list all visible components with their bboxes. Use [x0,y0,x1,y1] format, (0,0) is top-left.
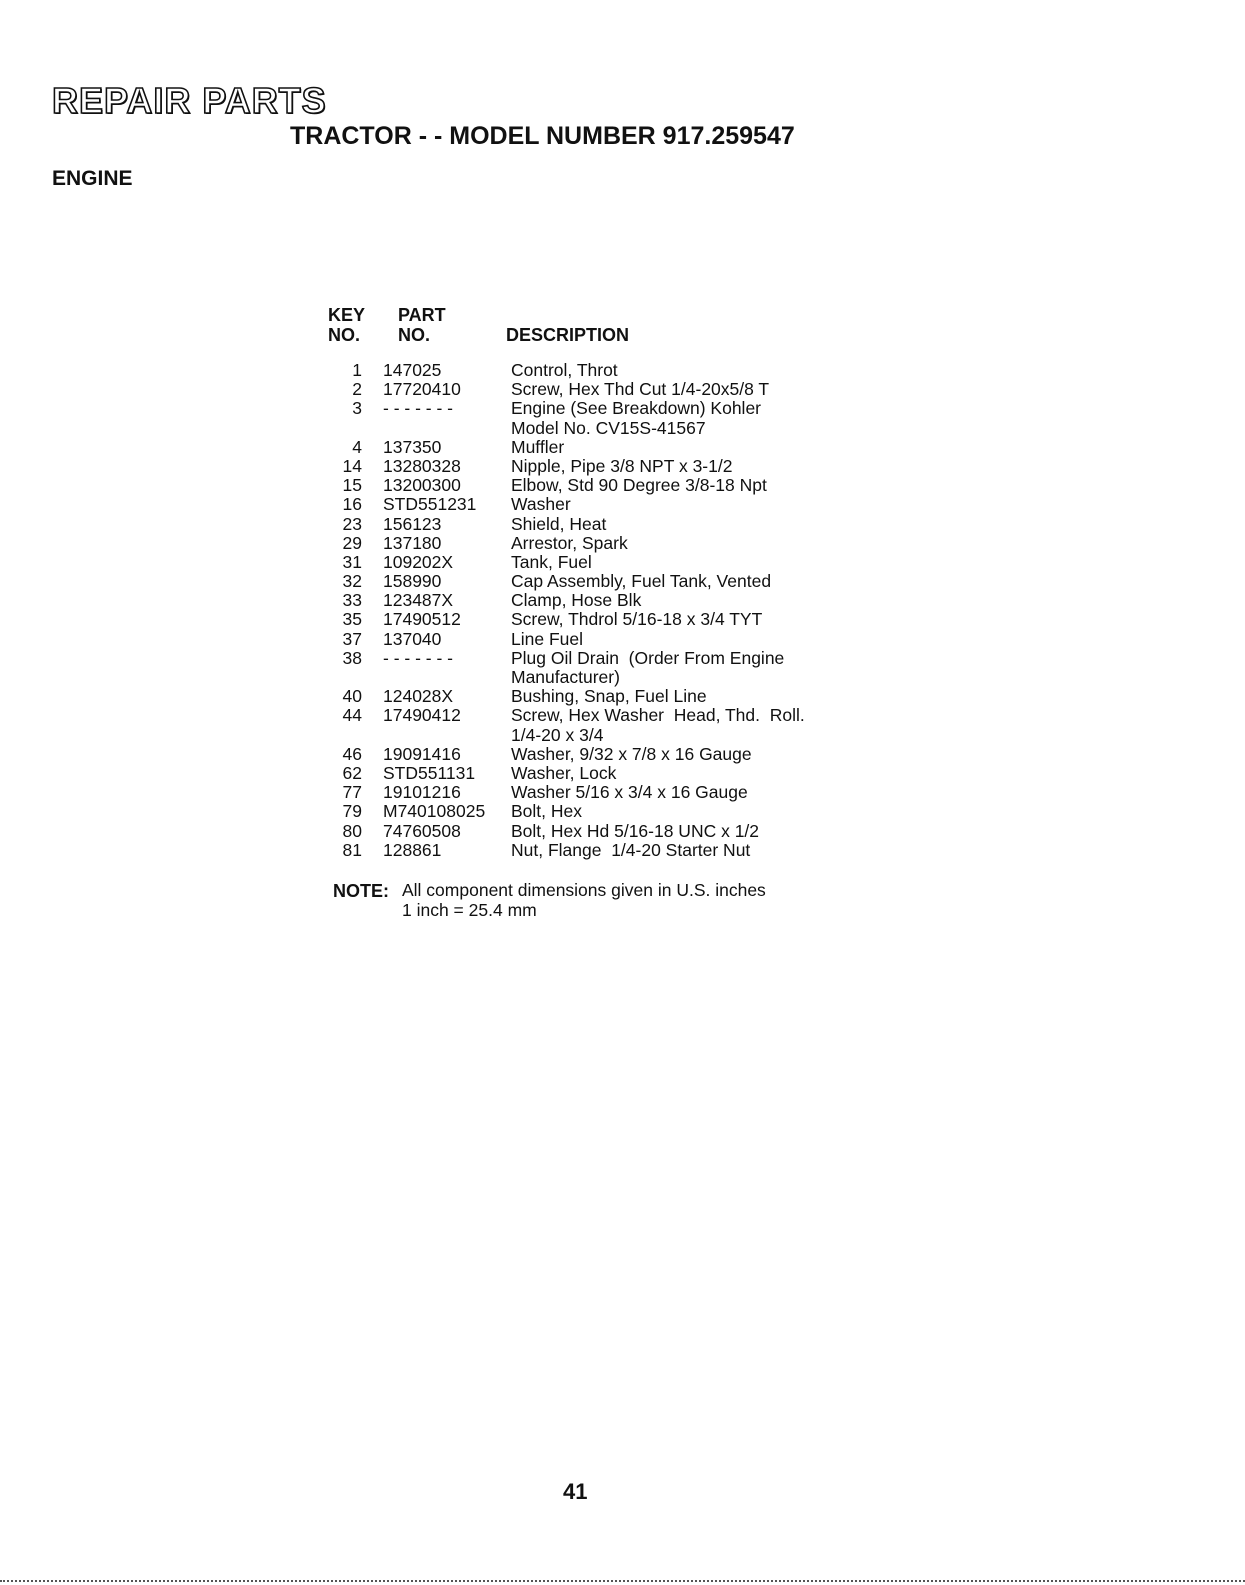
section-title: ENGINE [52,167,133,190]
part-description: Engine (See Breakdown) Kohler Model No. CV15S-41567 [511,398,762,438]
description-header: DESCRIPTION [506,325,630,345]
key-number: 1 [352,360,362,380]
key-number: 2 [352,379,362,400]
part-description: Bolt, Hex Hd 5/16-18 UNC x 1/2 [511,820,760,841]
key-number: 37 [342,628,362,649]
part-number: - - - - - - - [383,647,453,668]
part-description: Arrestor, Spark [511,532,628,553]
part-number: 137350 [383,436,442,457]
part-number: 74760508 [383,820,461,841]
part-description: Cap Assembly, Fuel Tank, Vented [511,571,772,592]
table-row [0,457,1245,476]
table-row [0,706,1245,744]
key-header-line2: NO. [328,325,361,345]
part-description: Clamp, Hose Blk [511,590,642,611]
table-row [0,534,1245,553]
part-description: Tank, Fuel [511,551,592,572]
part-description: Nipple, Pipe 3/8 NPT x 3-1/2 [511,455,733,476]
table-row [0,380,1245,399]
page-number: 41 [563,1479,588,1504]
key-number: 33 [342,590,362,611]
part-description: Screw, Hex Thd Cut 1/4-20x5/8 T [511,379,770,400]
part-number: 17720410 [383,379,461,400]
part-number: 13280328 [383,455,461,476]
key-number: 3 [352,398,362,419]
part-number: 17490412 [383,705,461,726]
key-number: 31 [342,551,362,572]
table-row [0,610,1245,629]
part-description: Screw, Hex Washer Head, Thd. Roll. 1/4-20 x 3/4 [511,705,805,745]
key-number: 46 [342,743,362,764]
key-number: 79 [342,801,362,822]
part-number: 158990 [383,571,442,592]
table-row [0,438,1245,457]
table-row [0,745,1245,764]
key-number: 4 [352,436,362,457]
key-number: 40 [342,686,362,707]
part-description: Bolt, Hex [511,801,582,822]
part-description: Muffler [511,436,565,457]
part-number: 19101216 [383,782,461,803]
part-number: 109202X [383,551,454,572]
part-description: Washer [511,494,571,515]
key-number: 44 [342,705,362,726]
part-number: 156123 [383,513,442,534]
part-description: Elbow, Std 90 Degree 3/8-18 Npt [511,475,767,496]
part-description: Line Fuel [511,628,583,649]
note-text: All component dimensions given in U.S. inches 1 inch = 25.4 mm [402,880,766,920]
part-number: 137180 [383,532,442,553]
table-row [0,802,1245,821]
table-row [0,630,1245,649]
key-number: 38 [342,647,362,668]
table-row [0,764,1245,783]
part-number: 17490512 [383,609,461,630]
table-row [0,515,1245,534]
part-number: M740108025 [383,801,486,822]
table-row [0,841,1245,860]
part-header-line2: NO. [398,325,431,345]
key-number: 23 [342,513,362,534]
key-number: 77 [342,782,362,803]
part-number: 123487X [383,590,454,611]
part-description: Plug Oil Drain (Order From Engine Manufacturer) [511,647,785,688]
part-description: Control, Throt [511,360,618,380]
key-number: 14 [342,455,362,476]
key-number: 62 [342,762,362,783]
key-number: 32 [342,571,362,592]
table-row [0,687,1245,706]
part-header-line1: PART [398,305,446,325]
key-number: 29 [342,532,362,553]
key-number: 81 [342,839,362,860]
table-row [0,783,1245,802]
part-description: Washer, Lock [511,762,617,783]
table-row [0,591,1245,610]
table-row [0,822,1245,841]
table-row [0,399,1245,437]
part-description: Washer, 9/32 x 7/8 x 16 Gauge [511,743,752,764]
part-number: 13200300 [383,475,461,496]
page-title: REPAIR PARTS [52,80,327,121]
table-row [0,649,1245,687]
part-number: - - - - - - - [383,398,453,419]
key-number: 16 [342,494,362,515]
table-row [0,476,1245,495]
part-number: 137040 [383,628,442,649]
table-row [0,572,1245,591]
part-number: 124028X [383,686,454,707]
table-row [0,495,1245,514]
key-number: 80 [342,820,362,841]
key-number: 35 [342,609,362,630]
table-row [0,361,1245,380]
part-description: Shield, Heat [511,513,607,534]
part-number: 147025 [383,360,442,380]
key-header-line1: KEY [328,305,366,325]
part-description: Bushing, Snap, Fuel Line [511,686,707,707]
table-row [0,553,1245,572]
part-description: Screw, Thdrol 5/16-18 x 3/4 TYT [511,609,763,630]
model-title: TRACTOR - - MODEL NUMBER 917.259547 [290,122,795,150]
part-number: STD551131 [383,762,476,783]
parts-list [0,361,1245,860]
page-bottom-border [0,1580,1245,1582]
part-description: Washer 5/16 x 3/4 x 16 Gauge [511,782,748,803]
part-description: Nut, Flange 1/4-20 Starter Nut [511,839,751,860]
key-number: 15 [342,475,362,496]
note-label: NOTE: [333,881,389,901]
part-number: STD551231 [383,494,477,515]
part-number: 128861 [383,839,442,860]
part-number: 19091416 [383,743,461,764]
